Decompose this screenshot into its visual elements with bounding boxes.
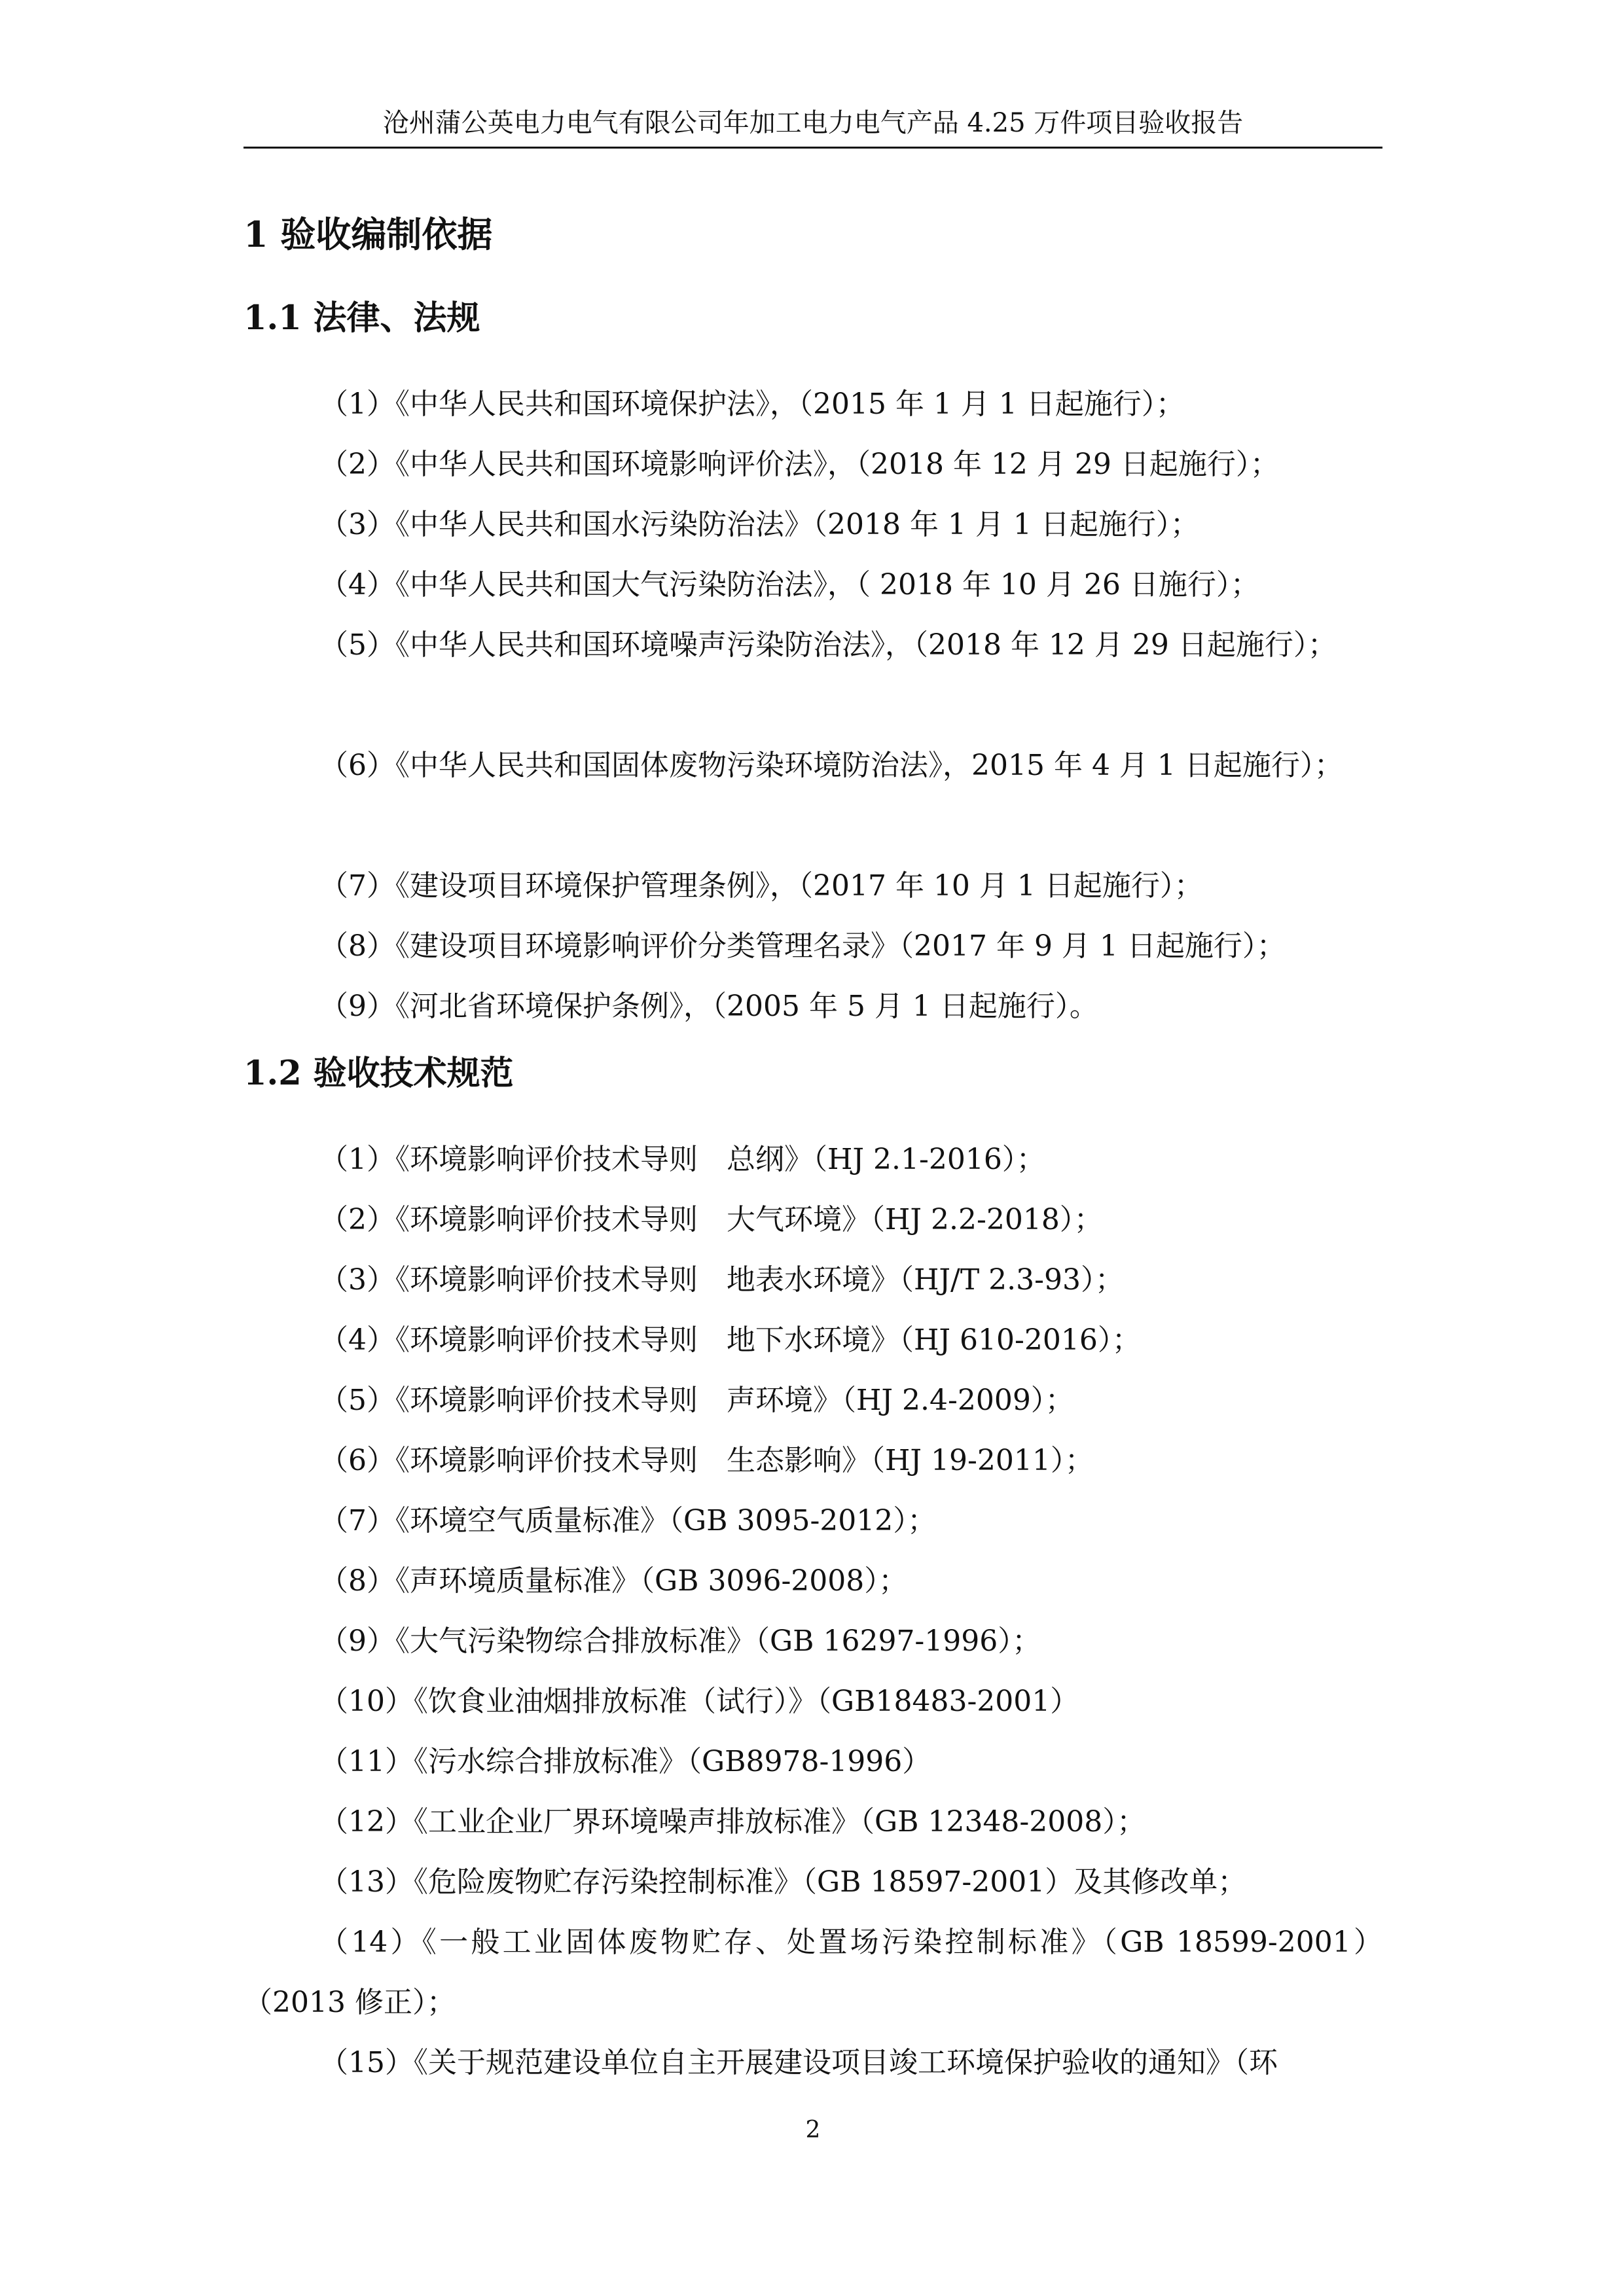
standard-item-14: （14）《一般工业固体废物贮存、处置场污染控制标准》（GB 18599-2001）（2013 修正）；	[244, 1926, 1382, 2019]
standard-item-15: （15）《关于规范建设单位自主开展建设项目竣工环境保护验收的通知》（环	[319, 2046, 1278, 2079]
standard-item-4: （4）《环境影响评价技术导则 地下水环境》（HJ 610-2016）；	[319, 1323, 1141, 1357]
running-header: 沧州蒲公英电力电气有限公司年加工电力电气产品 4.25 万件项目验收报告	[382, 108, 1244, 138]
page-number: 2	[805, 2117, 821, 2144]
law-item-7: （7）《建设项目环境保护管理条例》，（2017 年 10 月 1 日起施行）；	[319, 869, 1203, 903]
standard-item-7: （7）《环境空气质量标准》（GB 3095-2012）；	[319, 1504, 937, 1537]
law-item-6: （6）《中华人民共和国固体废物污染环境防治法》，2015 年 4 月 1 日起施行）；	[319, 749, 1343, 782]
header-divider	[244, 147, 1382, 149]
standard-item-11: （11）《污水综合排放标准》（GB8978-1996）	[319, 1745, 931, 1778]
standard-item-1: （1）《环境影响评价技术导则 总纲》（HJ 2.1-2016）；	[319, 1143, 1045, 1176]
section-heading-1-1: 1.1 法律、法规	[244, 298, 480, 338]
standard-item-2: （2）《环境影响评价技术导则 大气环境》（HJ 2.2-2018）；	[319, 1203, 1103, 1236]
section-heading-1: 1 验收编制依据	[244, 213, 493, 255]
law-item-4: （4）《中华人民共和国大气污染防治法》，（ 2018 年 10 月 26 日施行）；	[319, 568, 1259, 601]
standard-item-5: （5）《环境影响评价技术导则 声环境》（HJ 2.4-2009）；	[319, 1384, 1074, 1417]
standard-item-10: （10）《饮食业油烟排放标准（试行）》（GB18483-2001）	[319, 1685, 1079, 1718]
law-item-5: （5）《中华人民共和国环境噪声污染防治法》，（2018 年 12 月 29 日起施行）；	[319, 628, 1337, 662]
standard-item-6: （6）《环境影响评价技术导则 生态影响》（HJ 19-2011）；	[319, 1444, 1094, 1477]
section-heading-1-2: 1.2 验收技术规范	[244, 1054, 514, 1093]
standard-item-3: （3）《环境影响评价技术导则 地表水环境》（HJ/T 2.3-93）；	[319, 1263, 1124, 1297]
standard-item-8: （8）《声环境质量标准》（GB 3096-2008）；	[319, 1564, 908, 1598]
law-item-3: （3）《中华人民共和国水污染防治法》（2018 年 1 月 1 日起施行）；	[319, 508, 1199, 541]
law-item-1: （1）《中华人民共和国环境保护法》，（2015 年 1 月 1 日起施行）；	[319, 387, 1185, 421]
standard-item-12: （12）《工业企业厂界环境噪声排放标准》（GB 12348-2008）；	[319, 1805, 1146, 1839]
law-item-2: （2）《中华人民共和国环境影响评价法》，（2018 年 12 月 29 日起施行）；	[319, 448, 1279, 481]
standard-item-9: （9）《大气污染物综合排放标准》（GB 16297-1996）；	[319, 1624, 1041, 1658]
law-item-9: （9）《河北省环境保护条例》，（2005 年 5 月 1 日起施行）。	[319, 990, 1098, 1023]
standard-item-13: （13）《危险废物贮存污染控制标准》（GB 18597-2001）及其修改单；	[319, 1865, 1247, 1899]
law-item-8: （8）《建设项目环境影响评价分类管理名录》（2017 年 9 月 1 日起施行）；	[319, 929, 1286, 963]
